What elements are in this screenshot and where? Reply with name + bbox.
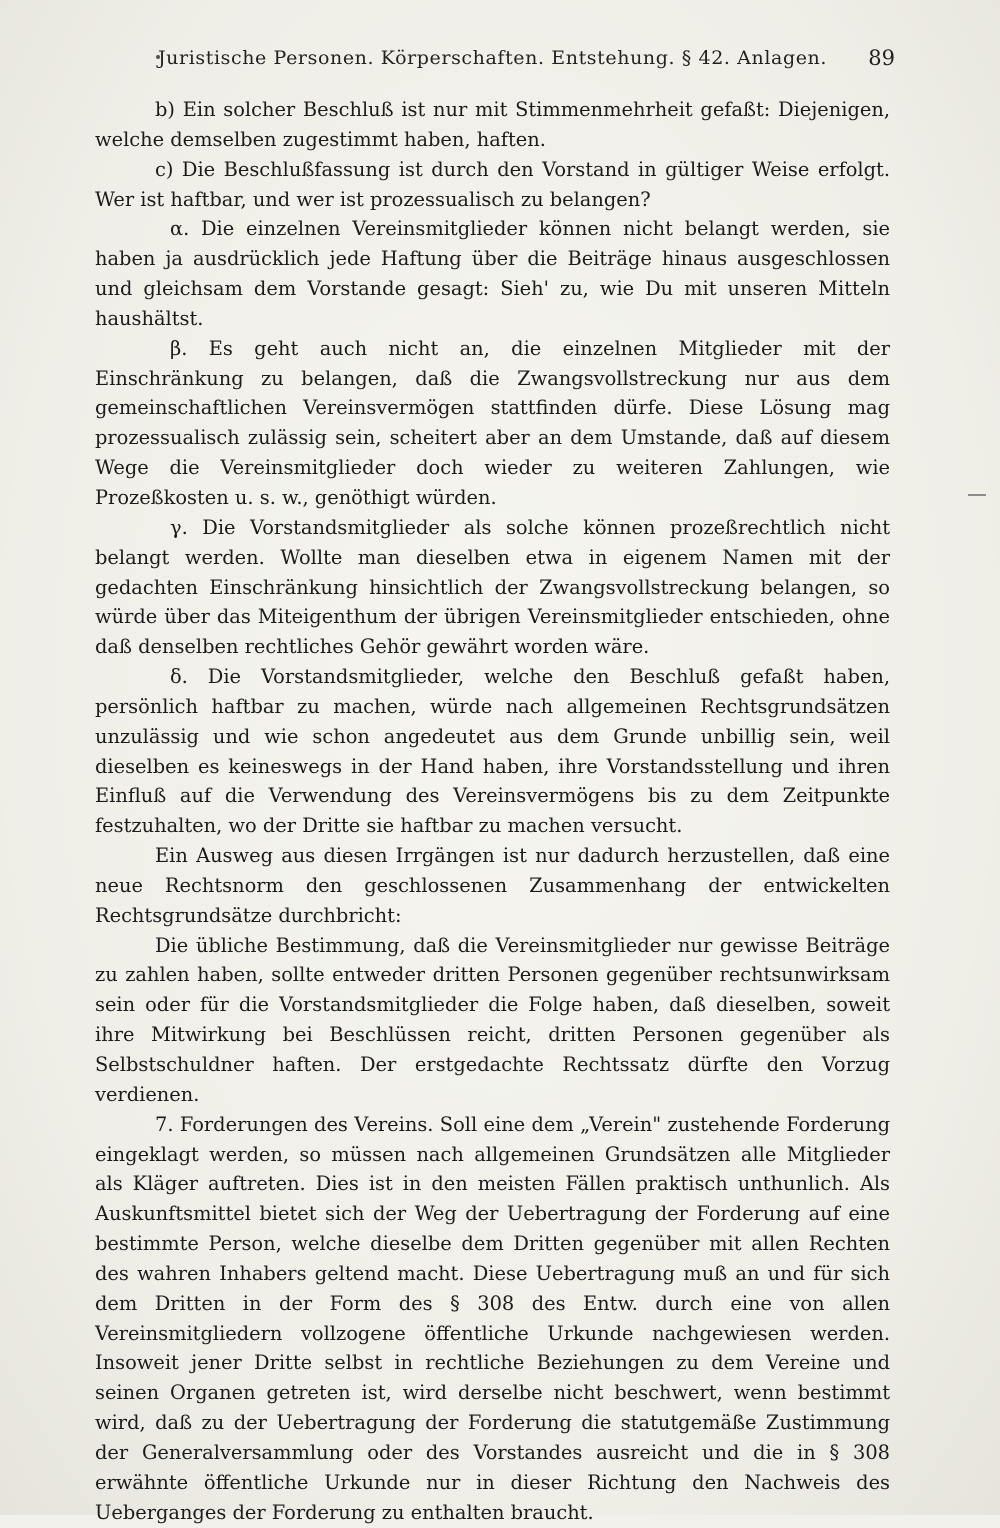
paragraph-b: b) Ein solcher Beschluß ist nur mit Stimmenmehrheit gefaßt: Diejenigen, welche demselben zugestimmt haben, haften.: [95, 98, 890, 151]
page-number: 89: [868, 46, 895, 70]
paragraph-gamma: γ. Die Vorstandsmitglieder als solche können prozeßrechtlich nicht belangt werden. Wollte man dieselben etwa in eigenem Namen mit der gedachten Einschränkung hinsichtlich der Zwangsvollstreckung belangen, so würde über das Miteigenthum der übrigen Vereinsmitglieder entschieden, ohne daß denselben rechtliches Gehör gewährt worden wäre.: [95, 515, 890, 659]
paragraph-delta: δ. Die Vorstandsmitglieder, welche den Beschluß gefaßt haben, persönlich haftbar zu machen, würde nach allgemeinen Rechtsgrundsätzen unzulässig und wie schon angedeutet aus dem Grunde unbillig sein, weil dieselben es keineswegs in der Hand haben, ihre Vorstandsstellung und ihren Einfluß auf die Verwendung des Vereinsvermögens bis zu dem Zeitpunkte festzuhalten, wo der Dritte sie haftbar zu machen versucht.: [95, 665, 890, 838]
header-title: Juristische Personen. Körperschaften. Entstehung. § 42. Anlagen.: [157, 47, 828, 69]
paragraph-forderungen: 7. Forderungen des Vereins. Soll eine dem „Verein" zustehende Forderung eingeklagt werden, so müssen nach allgemeinen Grundsätzen alle Mitglieder als Kläger auftreten. Dies ist in den meisten Fällen praktisch unthunlich. Als Auskunftsmittel bietet sich der Weg der Uebertragung der Forderung auf eine bestimmte Person, welche dieselbe dem Dritten gegenüber mit allen Rechten des wahren Inhabers geltend macht. Diese Uebertragung muß an und für sich dem Dritten in der Form des § 308 des Entw. durch eine von allen Vereinsmitgliedern vollzogene öffentliche Urkunde nachgewiesen werden. Insoweit jener Dritte selbst in rechtliche Beziehungen zu dem Vereine und seinen Organen getreten ist, wird derselbe nicht beschwert, wenn bestimmt wird, daß zu der Uebertragung der Forderung die statutgemäße Zustimmung der Generalversammlung oder des Vorstandes ausreicht und die in § 308 erwähnte öffentliche Urkunde nur in dieser Richtung den Nachweis des Ueberganges der Forderung zu enthalten braucht.: [95, 1112, 890, 1524]
margin-mark: [968, 494, 986, 496]
paragraph-alpha: α. Die einzelnen Vereinsmitglieder können nicht belangt werden, sie haben ja ausdrücklich jede Haftung über die Beiträge hinaus ausgeschlossen und gleichsam dem Vorstande gesagt: Sieh' zu, wie Du mit unseren Mitteln haushältst.: [95, 217, 890, 330]
paragraph-beta: β. Es geht auch nicht an, die einzelnen Mitglieder mit der Einschränkung zu belangen, daß die Zwangsvollstreckung nur aus dem gemeinschaftlichen Vereinsvermögen stattfinden dürfe. Diese Lösung mag prozessualisch zulässig sein, scheitert aber an dem Umstande, daß auf diesem Wege die Vereinsmitglieder doch wieder zu weiteren Zahlungen, wie Prozeßkosten u. s. w., genöthigt würden.: [95, 336, 890, 509]
body-text: [95, 95, 890, 1528]
paragraph-ausweg: Ein Ausweg aus diesen Irrgängen ist nur dadurch herzustellen, daß eine neue Rechtsnorm den geschlossenen Zusammenhang der entwickelten Rechtsgrundsätze durchbricht:: [95, 844, 890, 927]
paragraph-c: c) Die Beschlußfassung ist durch den Vorstand in gültiger Weise erfolgt. Wer ist haftbar, und wer ist prozessualisch zu belangen?: [95, 157, 890, 211]
running-header: [150, 40, 895, 76]
paragraph-bestimmung: Die übliche Bestimmung, daß die Vereinsmitglieder nur gewisse Beiträge zu zahlen haben, sollte entweder dritten Personen gegenüber rechtsunwirksam sein oder für die Vorstandsmitglieder die Folge haben, daß dieselben, soweit ihre Mitwirkung bei Beschlüssen reicht, dritten Personen gegenüber als Selbstschuldner haften. Der erstgedachte Rechtssatz dürfte den Vorzug verdienen.: [95, 933, 890, 1106]
